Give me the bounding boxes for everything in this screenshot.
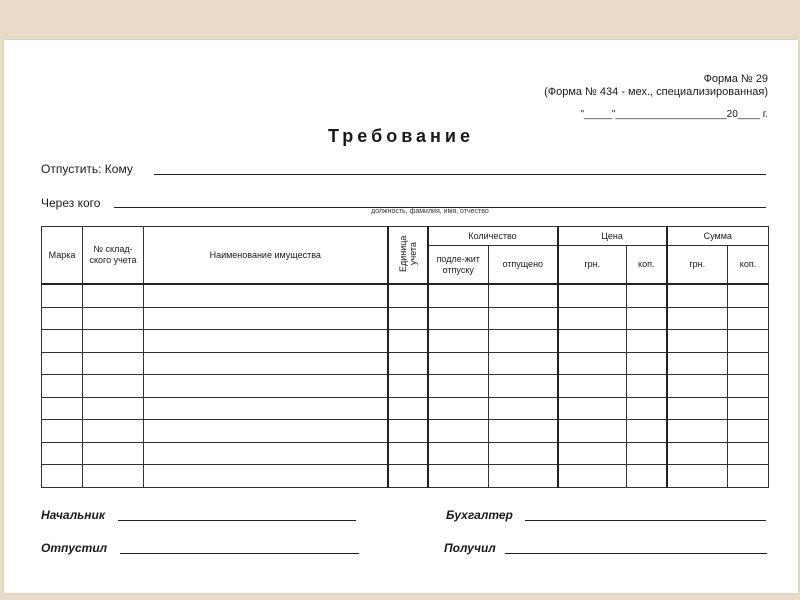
table-row [42,442,769,465]
table-cell [728,284,769,307]
table-cell [627,465,667,488]
col-price-grn: грн. [558,246,627,285]
group-sum: Сумма [667,227,769,246]
received-by-label: Получил [444,541,496,555]
table-cell [388,330,428,353]
table-cell [558,284,627,307]
accountant-signature-line [525,520,766,521]
table-cell [728,420,769,443]
table-row [42,352,769,375]
table-cell [42,397,83,420]
table-cell [42,420,83,443]
table-cell [388,375,428,398]
table-cell [558,375,627,398]
table-cell [627,330,667,353]
chief-signature-line [118,520,356,521]
table-cell [627,442,667,465]
table-cell [388,465,428,488]
table-cell [489,442,558,465]
table-cell [489,284,558,307]
table-cell [558,420,627,443]
table-row [42,420,769,443]
table-cell [388,442,428,465]
table-cell [428,375,489,398]
table-cell [728,375,769,398]
table-cell [428,284,489,307]
table-cell [83,397,144,420]
table-cell [489,375,558,398]
table-cell [627,352,667,375]
table-cell [558,330,627,353]
col-price-kop: коп. [627,246,667,285]
through-label: Через кого [41,196,101,210]
items-table [41,226,769,488]
table-cell [42,352,83,375]
table-cell [42,465,83,488]
col-released: отпущено [489,246,558,285]
table-cell [388,284,428,307]
table-cell [144,352,388,375]
table-cell [627,307,667,330]
release-to-label: Отпустить: Кому [41,162,133,176]
chief-label: Начальник [41,508,105,522]
page-title: Требование [328,126,474,146]
released-by-label: Отпустил [41,541,108,555]
table-cell [144,420,388,443]
table-cell [144,375,388,398]
table-cell [728,307,769,330]
table-cell [83,352,144,375]
table-row [42,465,769,488]
table-cell [489,330,558,353]
table-cell [42,442,83,465]
table-cell [144,465,388,488]
accountant-label: Бухгалтер [446,508,513,522]
table-cell [144,330,388,353]
table-cell [667,284,728,307]
table-cell [428,307,489,330]
table-row [42,397,769,420]
table-cell [144,397,388,420]
table-cell [42,375,83,398]
table-cell [144,307,388,330]
table-cell [83,284,144,307]
table-cell [42,307,83,330]
table-cell [667,307,728,330]
table-cell [428,442,489,465]
table-cell [489,352,558,375]
table-cell [42,330,83,353]
table-cell [489,465,558,488]
release-to-line [154,174,766,175]
group-quantity: Количество [428,227,558,246]
table-cell [728,442,769,465]
table-row [42,375,769,398]
col-unit [388,227,428,285]
col-stock-no: № склад-ского учета [83,227,144,285]
table-cell [627,375,667,398]
table-cell [558,352,627,375]
table-cell [428,420,489,443]
table-cell [83,465,144,488]
table-cell [428,352,489,375]
table-cell [627,284,667,307]
table-cell [83,442,144,465]
table-cell [728,465,769,488]
table-cell [489,307,558,330]
table-cell [83,375,144,398]
table-cell [558,442,627,465]
table-cell [83,307,144,330]
table-cell [83,420,144,443]
table-cell [388,397,428,420]
col-to-release: подле-жит отпуску [428,246,489,285]
table-cell [728,330,769,353]
table-cell [489,420,558,443]
table-cell [667,397,728,420]
table-cell [667,375,728,398]
table-cell [388,307,428,330]
table-cell [667,420,728,443]
table-cell [558,465,627,488]
form-subtitle: (Форма № 434 - мех., специализированная) [544,86,768,98]
received-by-signature-line [505,553,767,554]
table-cell [627,397,667,420]
table-cell [428,330,489,353]
table-cell [428,465,489,488]
table-row [42,330,769,353]
table-cell [42,284,83,307]
table-row [42,307,769,330]
table-cell [388,420,428,443]
table-cell [558,307,627,330]
released-by-signature-line [120,553,359,554]
table-cell [144,442,388,465]
table-cell [667,330,728,353]
col-sum-kop: коп. [728,246,769,285]
col-sum-grn: грн. [667,246,728,285]
table-cell [728,352,769,375]
through-hint: должность, фамилия, имя, отчество [371,208,489,215]
table-cell [667,442,728,465]
table-cell [388,352,428,375]
table-cell [667,465,728,488]
table-cell [489,397,558,420]
col-unit-label: Единица учета [397,235,418,272]
table-cell [558,397,627,420]
date-line: "_____"____________________20____ г. [580,109,768,120]
table-cell [728,397,769,420]
form-number: Форма № 29 [703,73,768,85]
table-cell [667,352,728,375]
table-row [42,284,769,307]
table-cell [144,284,388,307]
group-price: Цена [558,227,667,246]
table-cell [428,397,489,420]
requisition-form [4,40,798,593]
col-name: Наименование имущества [144,227,388,285]
table-cell [83,330,144,353]
col-mark: Марка [42,227,83,285]
table-cell [627,420,667,443]
